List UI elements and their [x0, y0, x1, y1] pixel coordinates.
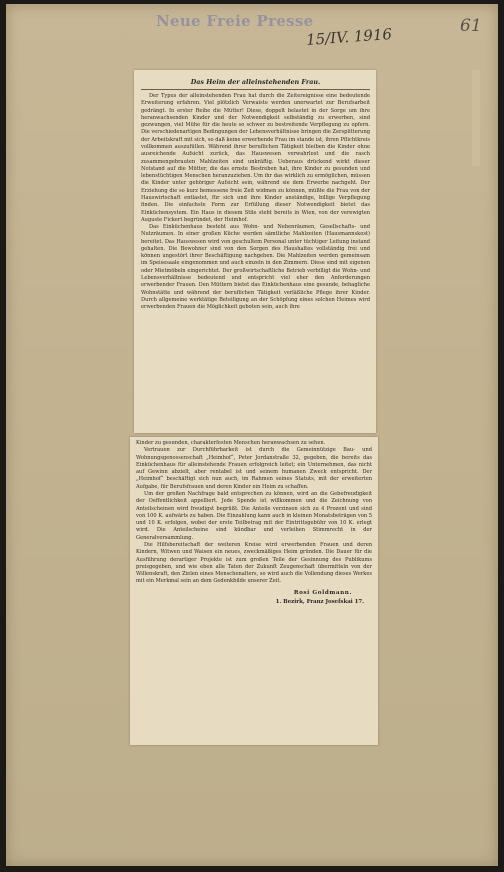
article-title: Das Heim der alleinstehenden Frau. [141, 78, 370, 90]
clipping-lower [130, 437, 378, 745]
paper-edge-mark [472, 70, 480, 166]
article-paragraph: Der Typus der alleinstehenden Frau hat durch die Zeitereignisse eine bedeutende Erweiterung erfahren. Viel plötzlich Verwaiste werden unerwartet zur Berufsarbeit gedrängt. In erster Reihe die Mütter! Diese, doppelt belastet in der Sorge um ihre heranwachsenden Kinder und der Notwendigkeit selbständig zu erwerben, sind gezwungen, viel Mühe für die heute so schwer zu bestreitende Verpflegung zu opfern. Die verschiedenartigen Bedingungen der Lebensverhältnisse bringen die Zersplitterung der Arbeitskraft mit sich, so daß keine erwerbende Frau im stande ist, ihren Pflichtkreis vollkommen auszufüllen. Während ihrer beruflichen Tätigkeit bleiben die Kinder ohne ausreichende Aufsicht zurück, das Hauswesen verwahrlost und die rasch zusammengebrauten Mahlzeiten sind unkräftig. Ueberaus drückend wirkt dieser Notstand auf die Mütter, die das ernste Bestreben hat, ihre Kinder zu gesunden und lebenstüchtigen Menschen heranzuziehen. Um ihr das wirklich zu ermöglichen, müssen die Kinder unter gehöriger Aufsicht sein, während sie dem Erwerbe nachgeht. Der Erziehung die so kurz bemessene freie Zeit widmen zu können, müßte die Frau von der Hauswirtschaft entlastet, für sich und ihre Kinder anständige, billige Verpflegung finden. Die einfachste Form zur Erfüllung dieser Notwendigkeit bietet das Einküchensystem. Ein Haus in diesem Stile steht bereits in Wien, von der verewigten Auguste Fickert begründet, der Heimhof. [141, 93, 370, 223]
article-paragraph: Vertrauen zur Durchführbarkeit ist durch die Gemeinnützige Bau- und Wohnungsgenossenschaft „Heimhof“, Peter Jordanstraße 32, gegeben, die bereits das Einküchenhaus für alleinstehende Frauen erfolgreich leitet; ein Unternehmen, das nicht auf Gewinn abzielt, aber rentabel ist und seinem humanen Zweck entspricht. Der „Heimhof“ beschäftigt sich nun auch, im Rahmen seines Statuts, mit der erweiterten Aufgabe, für Berufsfrauen und deren Kinder ein Heim zu schaffen. [136, 447, 372, 490]
handwritten-date: 15/IV. 1916 [305, 25, 393, 49]
handwritten-folio-number: 61 [460, 16, 482, 36]
archive-sheet [6, 4, 498, 866]
newspaper-stamp: Neue Freie Presse [156, 12, 314, 30]
article-paragraph: Kinder zu gesunden, charakterfesten Menschen heranwachsen zu sehen. [136, 440, 326, 446]
clipping-upper [134, 70, 376, 433]
article-paragraph: Um der großen Nachfrage bald entsprechen zu können, wird an die Gebefreudigkeit der Oeffentlichkeit appelliert. Jede Spende ist willkommen und die Zeichnung von Anteilscheinen wird freudigst begrüßt. Die Anteile verzinsen sich zu 4 Prozent und sind von 100 K. aufwärts zu haben. Die Einzahlung kann auch in kleinen Monatsbeträgen von 5 und 10 K. erfolgen, wobei der erste Teilbetrag mit der Eintrittsgebühr von 10 K. erlegt wird. Die Anteilscheine sind kündbar und verleihen Stimmrecht in der Generalversammlung. [136, 490, 372, 541]
article-paragraph: Die Hilfsbereitschaft der weiteren Kreise wird erwerbenden Frauen und deren Kindern, Witwen und Waisen ein neues, zweckmäßiges Heim gründen. Die Dauer für die Ausführung derartiger Projekte ist zum großen Teile der Gesinnung des Publikums preisgegeben, und wie eben alle Taten der Zukunft Zeugenschaft übermitteln von der Willenskraft, den Zielen eines Menschenalters, so wird auch die Vollendung dieses Werkes mit ein Merkmal sein an dem Gedenkbilde unserer Zeit. [136, 541, 372, 585]
author-address: 1. Bezirk, Franz Josefskai 17. [275, 598, 364, 605]
article-paragraph: Das Einküchenhaus besteht aus Wohn- und Nebenräumen, Gesellschafts- und Nutzräumen. In einer großen Küche werden sämtliche Mahlzeiten (Hausmannskost) bereitet. Das Hauswesen wird von geschultem Personal unter tüchtiger Leitung instand gehalten. Die Bewohner sind von den Sorgen des Haushaltes vollständig frei und können ungestört ihrer Beschäftigung nachgehen. Die Mahlzeiten werden gemeinsam im Speisesaale eingenommen und auch einzeln in den Zimmern. Diese sind mit eigenen oder Mietmöbeln eingerichtet. Der großwirtschaftliche Betrieb verbilligt die Wohn- und Lebensverhältnisse bedeutend und entspricht viel eher den Anforderungen erwerbender Frauen. Den Müttern bietet das Einküchenhaus eine gesunde, behagliche Wohnstätte und während der beruflichen Tätigkeit verläßliche Pflege ihrer Kinder. Durch allgemeine werktätige Beteiligung an der Schöpfung eines solchen Heimes wird erwerbenden Frauen die Möglichkeit geboten sein, auch ihre [141, 224, 370, 311]
author-signature: Rosi Goldmann. [293, 589, 352, 596]
